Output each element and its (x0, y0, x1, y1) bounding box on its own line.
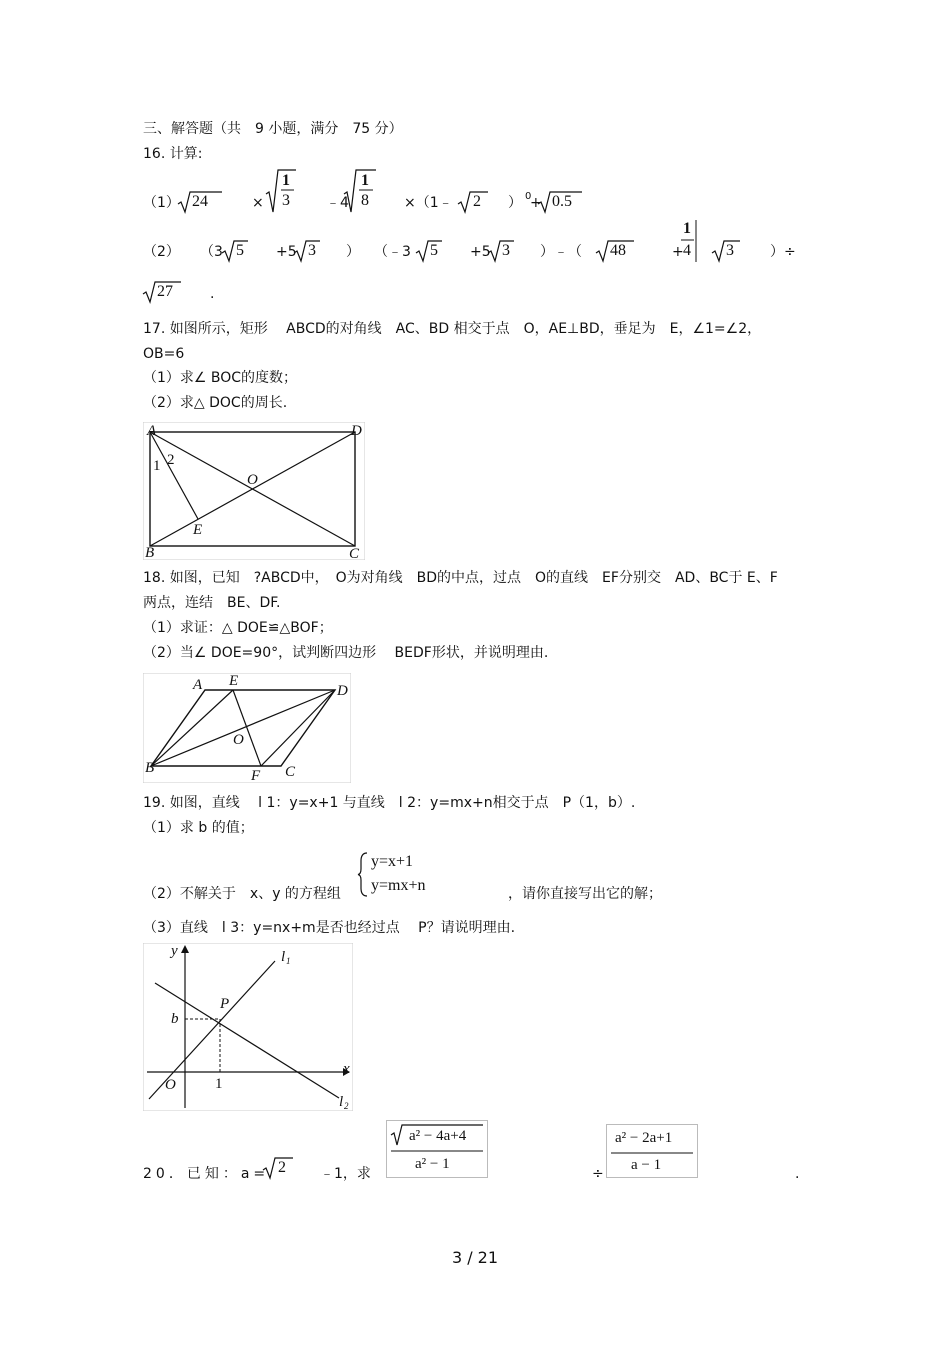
label-f: F (251, 768, 261, 783)
label-l2-sub: 2 (344, 1101, 349, 1111)
period: . (210, 286, 215, 302)
open-three: （3 (200, 244, 223, 260)
divide-sign: ÷ (592, 1166, 604, 1182)
q16-p1-label: （1） (143, 195, 180, 211)
sqrt-3: 3 (488, 239, 514, 263)
label-o: O (247, 472, 258, 488)
label-angle-1: 1 (153, 458, 161, 474)
label-b: B (145, 545, 155, 560)
q18-part1: （1）求证：△ DOE≌△BOF； (143, 620, 333, 636)
label-angle-2: 2 (167, 452, 175, 468)
fraction-sqrt: a² − 4a+4 a² − 1 (386, 1120, 488, 1178)
sqrt-2: 2 (263, 1156, 293, 1180)
label-a: A (193, 677, 203, 693)
q16-p2-label: （2） (143, 244, 180, 260)
period: . (795, 1166, 800, 1182)
plus-five: +5 (470, 244, 491, 260)
q18-part2: （2）当∠ DOE=90°，试判断四边形 BEDF形状，并说明理由. (143, 645, 549, 661)
exponent-zero: 0 (525, 191, 532, 202)
minus-one-find: ﹣1，求 (320, 1166, 371, 1182)
sqrt-2: 2 (458, 190, 488, 214)
q20-label: 20．已知：a= (143, 1166, 270, 1182)
label-d: D (337, 683, 348, 699)
sqrt-24: 24 (178, 190, 222, 214)
label-e: E (229, 673, 239, 689)
q16-title: 16. 计算: (143, 146, 203, 162)
times-sign: × (252, 195, 264, 211)
q17-part1: （1）求∠ BOC的度数； (143, 370, 298, 386)
times-open: ×（1﹣ (404, 195, 453, 211)
sqrt-3: 3 (294, 239, 320, 263)
left-brace-icon (357, 851, 371, 898)
sqrt-one-eighth: 1 8 (344, 168, 376, 214)
label-b: B (145, 760, 155, 776)
equation-2: y=mx+n (371, 877, 426, 894)
coordinate-figure (143, 943, 353, 1111)
label-p: P (220, 996, 230, 1012)
label-o: O (165, 1077, 176, 1093)
close-minus-open: ）﹣（ (540, 244, 582, 260)
q18-line2: 两点，连结 BE、DF. (143, 595, 281, 611)
q17-line2: OB=6 (143, 346, 185, 362)
close-divide: ）÷ (770, 244, 796, 260)
label-d: D (351, 423, 362, 439)
equation-system (357, 851, 432, 898)
plus-five: +5 (276, 244, 297, 260)
label-x: x (343, 1061, 350, 1077)
plus-sign: + (672, 244, 684, 260)
sqrt-0-5: 0.5 (538, 190, 582, 214)
open-minus-three: （﹣3 (374, 244, 411, 260)
sqrt-27: 27 (143, 280, 181, 304)
page-number: 3 / 21 (451, 1248, 499, 1267)
sqrt-5: 5 (222, 239, 248, 263)
label-l2: l (339, 1094, 344, 1110)
q18-line1: 18. 如图，已知 ?ABCD中， O为对角线 BD的中点，过点 O的直线 EF分别交 AD、BC于 E、F (143, 570, 778, 586)
label-o: O (233, 732, 244, 748)
sqrt-5: 5 (416, 239, 442, 263)
plus-sign: + (530, 195, 542, 211)
sqrt-one-third: 1 3 (266, 168, 296, 214)
label-a: A (147, 423, 157, 439)
sqrt-3: 3 (712, 239, 740, 263)
q17-line1: 17. 如图所示，矩形 ABCD的对角线 AC、BD 相交于点 O，AE⊥BD，垂足为 E，∠1=∠2， (143, 321, 762, 337)
label-y: y (171, 943, 178, 959)
parallelogram-figure (143, 673, 351, 783)
q19-part3: （3）直线 l 3：y=nx+m是否也经过点 P？请说明理由. (143, 920, 516, 936)
q17-part2: （2）求△ DOC的周长. (143, 395, 288, 411)
q19-part1: （1）求 b 的值； (143, 820, 254, 836)
label-c: C (349, 546, 360, 560)
minus-four: ﹣4 (326, 195, 349, 211)
label-l1: l (281, 949, 286, 965)
label-c: C (285, 764, 296, 780)
fraction-2: a² − 2a+1 a − 1 (606, 1124, 698, 1178)
label-b: b (171, 1011, 179, 1027)
label-e: E (193, 522, 203, 538)
q19-part2-a: （2）不解关于 x、y 的方程组 (143, 886, 341, 902)
close-paren: ） (346, 244, 360, 260)
equation-1: y=x+1 (371, 853, 414, 870)
label-1: 1 (215, 1076, 223, 1092)
close-paren: ） (508, 195, 522, 211)
label-l1-sub: 1 (286, 956, 291, 966)
q19-line1: 19. 如图，直线 l 1：y=x+1 与直线 l 2：y=mx+n相交于点 P（1，b）. (143, 795, 636, 811)
rectangle-figure (143, 422, 365, 560)
sqrt-48: 48 (596, 239, 634, 263)
frac-one-quarter: 1 4 (683, 220, 691, 259)
section-title: 三、解答题（共 9 小题，满分 75 分） (143, 121, 403, 137)
q19-part2-b: ，请你直接写出它的解； (508, 886, 662, 902)
